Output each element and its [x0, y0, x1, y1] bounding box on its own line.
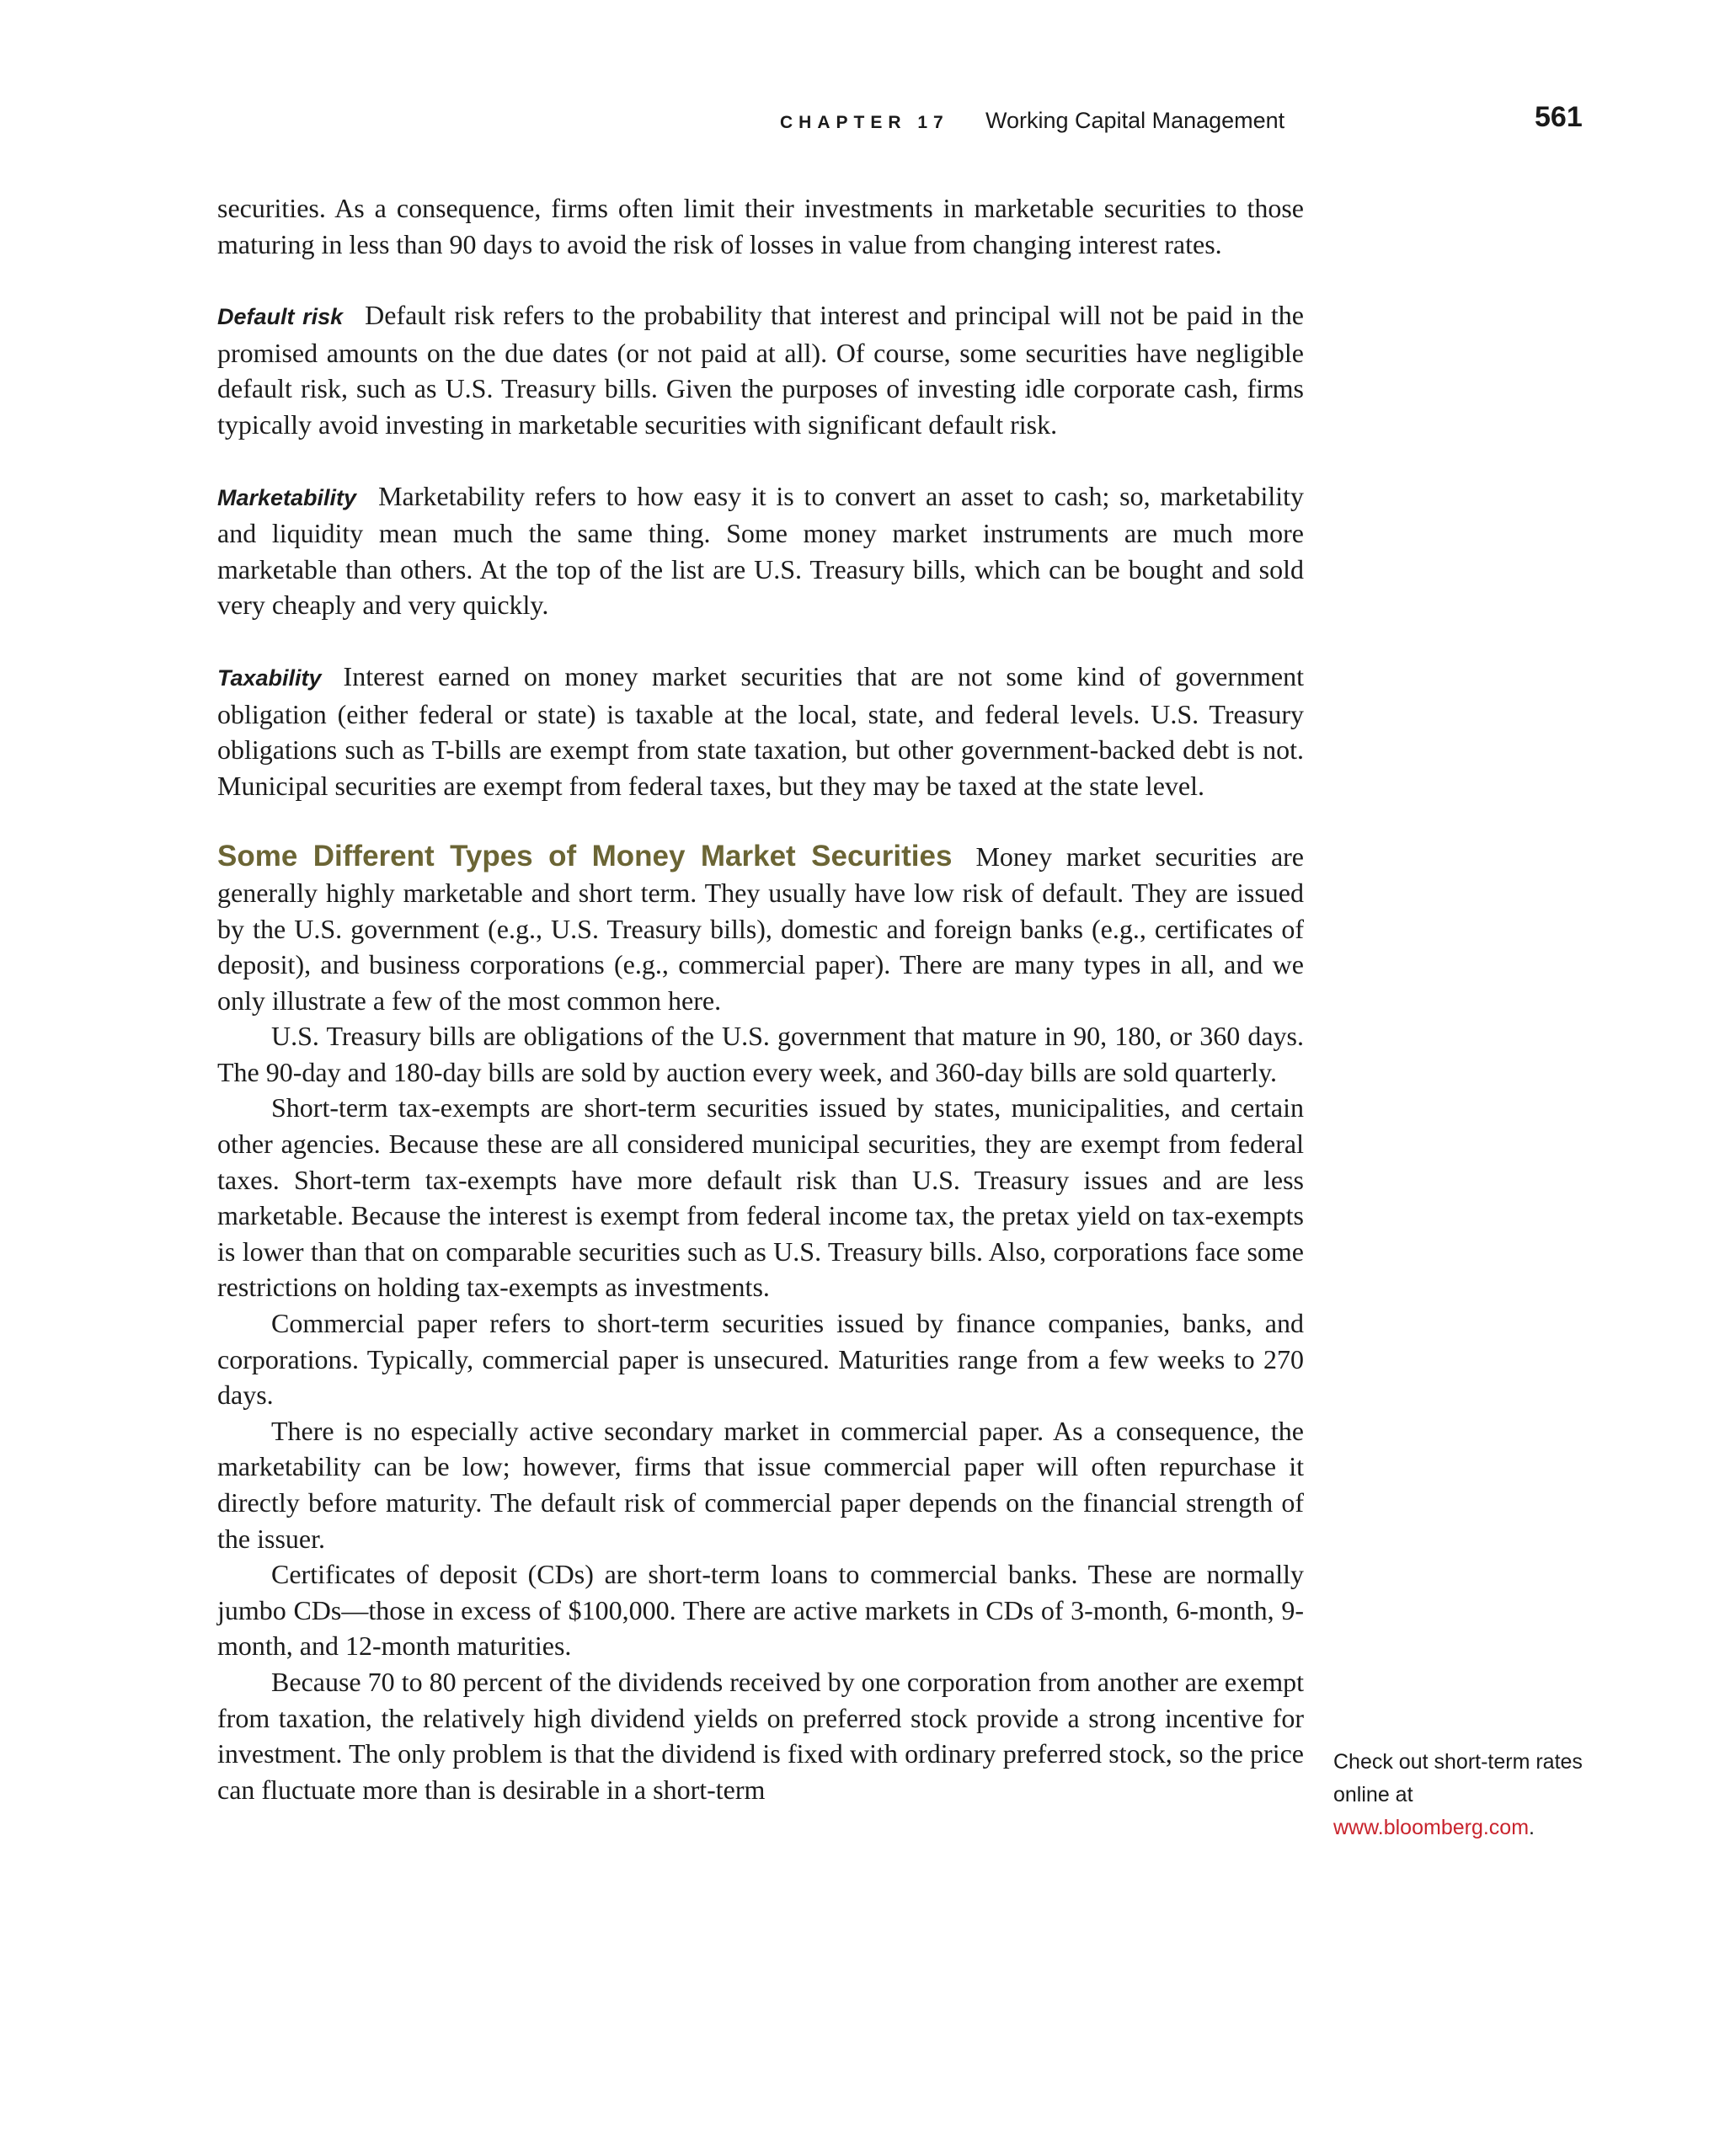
term-taxability: Taxability: [217, 664, 322, 691]
paragraph-marketability: [217, 478, 1304, 623]
paragraph-continuation: securities. As a consequence, firms often limit their investments in marketable securities to those maturing in less than 90 days to avoid the risk of losses in value from changing interest rates.: [217, 193, 1304, 259]
paragraph-tax-exempts: Short-term tax-exempts are short-term securities issued by states, municipalities, and certain other agencies. Because these are all considered municipal securities, they are exempt from federal taxes. Short-term tax-exempts have more default risk than U.S. Treasury issues and are less marketable. Because the interest is exempt from federal income tax, the pretax yield on tax-exempts is lower than that on comparable securities such as U.S. Treasury bills. Also, corporations face some restrictions on holding tax-exempts as investments.: [217, 1092, 1304, 1303]
running-header: [0, 101, 1725, 152]
chapter-title: Working Capital Management: [985, 108, 1285, 133]
paragraph-secondary-market: There is no especially active secondary market in commercial paper. As a consequence, the marketability can be low; however, firms that issue commercial paper will often repurchase it directly before maturity. The default risk of commercial paper depends on the financial strength of the issuer.: [217, 1415, 1304, 1554]
text-marketability: Marketability refers to how easy it is to convert an asset to cash; so, marketability and liquidity mean much the same thing. Some money market instruments are much more marketable than others. At the top of the list are U.S. Treasury bills, which can be bought and sold very cheaply and very quickly.: [217, 480, 1304, 621]
margin-note: [1333, 1746, 1586, 1844]
paragraph-taxability: [217, 659, 1304, 803]
section-heading-money-market: Some Different Types of Money Market Securities: [217, 840, 953, 873]
paragraph-cds: Certificates of deposit (CDs) are short-term loans to commercial banks. These are normally jumbo CDs—those in excess of $100,000. There are active markets in CDs of 3-month, 6-month, 9-month, and 12-month maturities.: [217, 1559, 1304, 1662]
text-types: Money market securities are generally highly marketable and short term. They usually have low risk of default. They are issued by the U.S. government (e.g., U.S. Treasury bills), domestic and foreign banks (e.g., certificates of deposit), and business corporations (e.g., commercial paper). There are many types in all, and we only illustrate a few of the most common here.: [217, 841, 1304, 1016]
paragraph-tbills: U.S. Treasury bills are obligations of the U.S. government that mature in 90, 180, or 360 days. The 90-day and 180-day bills are sold by auction every week, and 360-day bills are sold quarterly.: [217, 1021, 1304, 1087]
text-default-risk: Default risk refers to the probability that interest and principal will not be paid in the promised amounts on the due dates (or not paid at all). Of course, some securities have negligible default risk, such as U.S. Treasury bills. Given the purposes of investing idle corporate cash, firms typically avoid investing in marketable securities with significant default risk.: [217, 300, 1304, 440]
paragraph-types: [217, 839, 1304, 1018]
paragraph-preferred: Because 70 to 80 percent of the dividends received by one corporation from another are exempt from taxation, the relatively high dividend yields on preferred stock provide a strong incentive for investment. The only problem is that the dividend is fixed with ordinary preferred stock, so the price can fluctuate more than is desirable in a short-term: [217, 1666, 1304, 1805]
main-text-column: [217, 190, 1304, 1807]
margin-note-suffix: .: [1529, 1816, 1535, 1839]
paragraph-commercial-paper: Commercial paper refers to short-term securities issued by finance companies, banks, and corporations. Typically, commercial paper is unsecured. Maturities range from a few weeks to 270 days.: [217, 1308, 1304, 1411]
term-default-risk: Default risk: [217, 304, 344, 330]
bloomberg-link[interactable]: www.bloomberg.com: [1333, 1816, 1530, 1839]
chapter-label: CHAPTER 17: [780, 113, 949, 132]
margin-note-text: Check out short-term rates online at: [1333, 1750, 1583, 1806]
page-number: 561: [1535, 101, 1583, 133]
term-marketability: Marketability: [217, 484, 357, 510]
text-taxability: Interest earned on money market securities that are not some kind of government obligation (either federal or state) is taxable at the local, state, and federal levels. U.S. Treasury obligations such as T-bills are exempt from state taxation, but other government-backed debt is not. Municipal securities are exempt from federal taxes, but they may be taxed at the state level.: [217, 660, 1304, 801]
paragraph-default-risk: [217, 297, 1304, 442]
